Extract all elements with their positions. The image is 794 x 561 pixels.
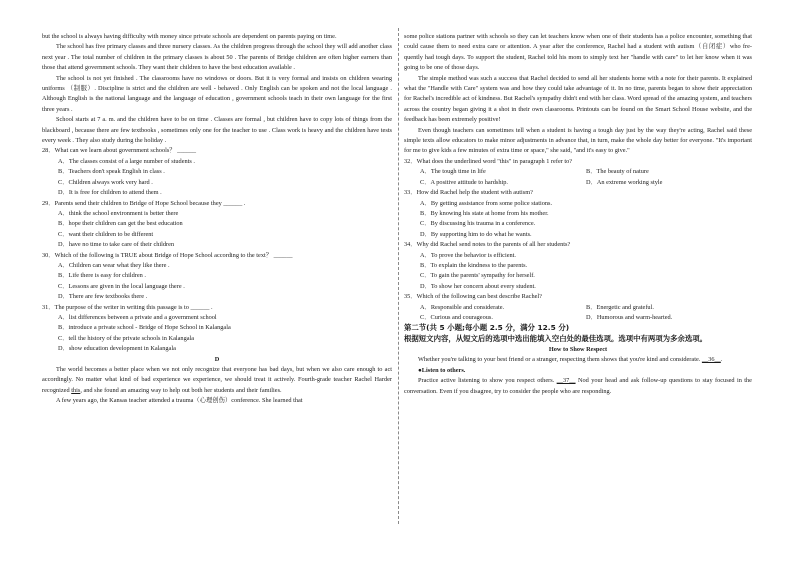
question-34-option-d: D．To show her concern about every student. bbox=[420, 282, 536, 290]
question-34: 34．Why did Rachel send notes to the parents of all her students? bbox=[404, 241, 571, 249]
question-34-option-b: B．To explain the kindness to the parents. bbox=[420, 261, 528, 269]
question-32-option-c: C．A positive attitude to hardship. bbox=[420, 178, 508, 186]
passage-e-p1-end: . bbox=[720, 356, 723, 364]
right-column bbox=[404, 32, 752, 397]
section-d-heading: D bbox=[214, 355, 220, 363]
question-28-option-b: B．Teachers don't speak English in class . bbox=[58, 168, 165, 176]
question-29-option-a: A．think the school environment is better there bbox=[58, 209, 179, 217]
question-34-option-c: C．To gain the parents' sympathy for herself. bbox=[420, 272, 535, 280]
question-31-option-d: D．show education development in Kalangala bbox=[58, 345, 176, 353]
passage-c-paragraph-4: School starts at 7 a. m. and the children have to be on time . Classes are formal , but children have to copy lots of things from the blackboard , because there are few textbooks , sometimes only one for the teacher to use . Class work is heavy and the children have tests every week . They also study during the holiday . bbox=[42, 116, 392, 145]
section-2-instructions: 根据短文内容，从短文后的选项中选出能填入空白处的最佳选项。选项中有两项为多余选项。 bbox=[404, 334, 708, 344]
question-35: 35．Which of the following can best describe Rachel? bbox=[404, 293, 542, 301]
question-33-option-a: A．By getting assistance from some police stations. bbox=[420, 199, 553, 207]
passage-title: How to Show Respect bbox=[548, 345, 608, 353]
passage-c-intro: but the school is always having difficulty with money since private schools are dependent on parents paying on time. bbox=[42, 33, 337, 40]
passage-c-paragraph-3: The school is not yet finished . The classrooms have no windows or doors. But it is very formal and insists on children wearing uniforms （制服）. Discipline is strict and the children are well - behaved . Only English can be spoken and not the local language . Although English is the national language and the language of education , government schools teach in their own language for the first three years . bbox=[42, 74, 392, 113]
passage-d-paragraph-1 bbox=[42, 365, 392, 396]
question-29-option-d: D．have no time to take care of their children bbox=[58, 241, 175, 249]
question-35-option-c: C．Curious and courageous. bbox=[420, 313, 493, 321]
question-33-option-b: B．By knowing his state at home from his mother. bbox=[420, 209, 549, 217]
question-32-options-row-2 bbox=[404, 178, 752, 188]
passage-d-continuation: some police stations partner with schools so they can let teachers know when one of their students has a police encounter, something that could cause them to need extra care or attention. A year after the conference, Rachel had a student with autism（自闭症）who fre-quently had tough days. To support the student, Rachel told his mom to simply text her "handle with care" to let her know when it was going to be one of those days. bbox=[404, 33, 752, 72]
question-35-options-row-1 bbox=[404, 303, 752, 313]
question-33: 33．How did Rachel help the student with autism? bbox=[404, 189, 533, 197]
blank-37: __37__ bbox=[556, 377, 576, 385]
question-31-option-c: C．tell the history of the private schools in Kalangala bbox=[58, 334, 195, 342]
question-30-option-a: A．Children can wear what they like there . bbox=[58, 261, 170, 269]
subheading-listen: ●Listen to others. bbox=[418, 366, 466, 374]
column-divider bbox=[398, 28, 399, 524]
question-35-option-b: B．Energetic and grateful. bbox=[586, 303, 654, 311]
question-28: 28．What can we learn about government schools？ ______ bbox=[42, 147, 197, 155]
question-35-option-a: A．Responsible and considerate. bbox=[420, 303, 505, 311]
question-28-option-c: C．Children always work very hard . bbox=[58, 178, 153, 186]
question-29-option-c: C．want their children to be different bbox=[58, 230, 154, 238]
question-28-option-d: D．It is free for children to attend them . bbox=[58, 189, 162, 197]
question-33-option-c: C．By discussing his trauma in a conference. bbox=[420, 220, 536, 228]
question-31-option-b: B．introduce a private school - Bridge of Hope School in Kalangala bbox=[58, 324, 231, 332]
question-32-option-a: A．The tough time in life bbox=[420, 168, 486, 176]
question-32: 32．What does the underlined word "this" in paragraph 1 refer to? bbox=[404, 157, 573, 165]
question-33-option-d: D．By supporting him to do what he wants. bbox=[420, 230, 532, 238]
passage-e-p2-end: Nod your head and ask follow-up questions to stay focused in the conversation. Even if you disagree, try to consider the people who are responding. bbox=[404, 377, 752, 395]
question-29: 29．Parents send their children to Bridge of Hope School because they ______ . bbox=[42, 199, 246, 207]
question-30-option-b: B．Life there is easy for children . bbox=[58, 272, 146, 280]
passage-e-p1-start: Whether you're talking to your best friend or a stranger, respecting them shows that you're kind and considerate. bbox=[418, 356, 702, 364]
question-35-option-d: D．Humorous and warm-hearted. bbox=[586, 313, 673, 321]
question-30: 30．Which of the following is TRUE about Bridge of Hope School according to the text？ ______ bbox=[42, 251, 293, 259]
passage-d-paragraph-4: Even though teachers can sometimes tell when a student is having a tough day just by the way they're acting, Rachel said these simple texts allow educators to make minor adjustments in advance that, in turn, make the whole day better for everyone. "It's important for me to give kids a few minutes of extra time or space," she said, "and it's easy to give." bbox=[404, 126, 752, 155]
question-34-option-a: A．To prove the behavior is efficient. bbox=[420, 251, 516, 259]
blank-36: __36__ bbox=[701, 356, 721, 364]
question-32-option-d: D．An extreme working style bbox=[586, 178, 663, 186]
passage-d-paragraph-3: The simple method was such a success that Rachel decided to send all her students home with a note for their parents. It explained what the "Handle with Care" system was and how they could take advantage of it. In no time, parents began to show their appreciation for Rachel's incredible act of kindness. But Rachel's sympathy didn't end with her class. Word spread of the amazing system, and teachers across the country began giving it a shot in their own classrooms. Printouts can be found on the Smart School House website, and the feedback has been extremely positive! bbox=[404, 74, 752, 124]
question-31-option-a: A．list differences between a private and a government school bbox=[58, 313, 217, 321]
question-30-option-c: C．Lessons are given in the local language there . bbox=[58, 282, 185, 290]
question-32-option-b: B．The beauty of nature bbox=[586, 168, 649, 176]
question-35-options-row-2 bbox=[404, 313, 752, 323]
passage-d-p1-end: , and she found an amazing way to help out both her students and their families. bbox=[80, 386, 282, 394]
question-28-option-a: A．The classes consist of a large number of students . bbox=[58, 157, 195, 165]
passage-e-paragraph-2 bbox=[404, 376, 752, 397]
passage-e-p2-start: Practice active listening to show you respect others. bbox=[418, 377, 557, 385]
question-32-options-row-1 bbox=[404, 167, 752, 177]
passage-c-paragraph-2: The school has five primary classes and three nursery classes. As the children progress through the school they will add another class next year . The total number of children in the primary classes is about 50 . The parents of Bridge children are often higher earners than those that attend government schools. They want their children to have the best education available . bbox=[42, 43, 392, 72]
question-31: 31．The purpose of the writer in writing this passage is to ______ . bbox=[42, 303, 213, 311]
passage-e-paragraph-1 bbox=[404, 355, 752, 365]
underlined-word-this: this bbox=[71, 386, 81, 394]
question-29-option-b: B．hope their children can get the best education bbox=[58, 220, 183, 228]
question-30-option-d: D．There are few textbooks there . bbox=[58, 293, 148, 301]
passage-d-p1-start: The world becomes a better place when we not only recognize that everyone has bad days, but when we also care enough to act accordingly. No matter what kind of bad experience we experience, we should treat it actively. Fourth-grade teacher Rachel Harder recognized bbox=[42, 366, 392, 394]
left-column bbox=[42, 32, 392, 407]
passage-d-paragraph-2: A few years ago, the Kansas teacher attended a trauma（心理创伤）conference. She learned that bbox=[56, 397, 303, 405]
section-2-heading: 第二节(共 5 小题;每小题 2.5 分，满分 12.5 分) bbox=[404, 323, 570, 333]
